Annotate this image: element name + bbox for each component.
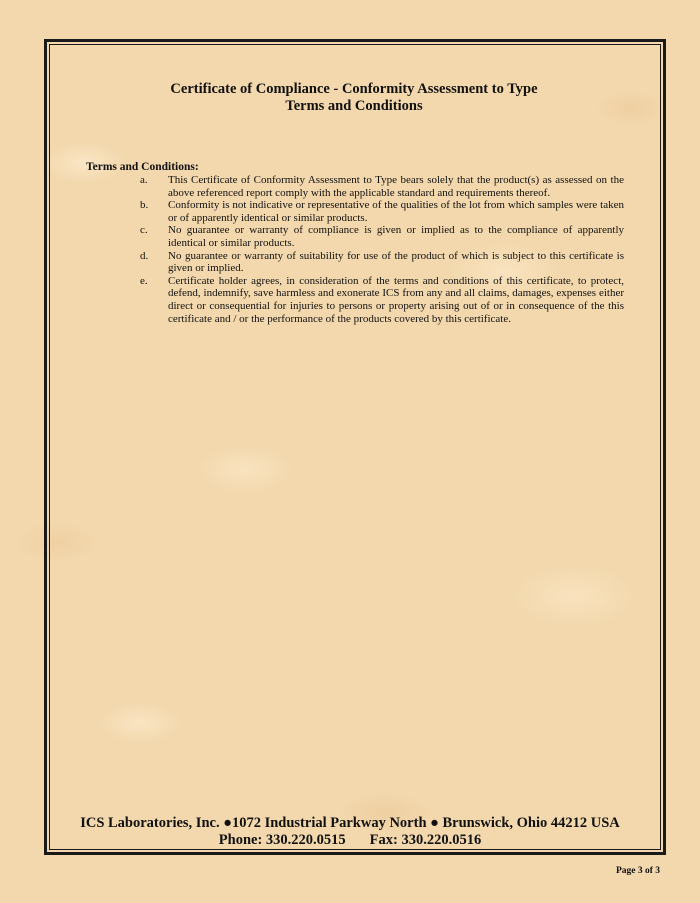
term-letter: a. bbox=[140, 174, 148, 186]
term-letter: c. bbox=[140, 224, 148, 237]
term-item-c bbox=[140, 224, 624, 249]
term-letter: e. bbox=[140, 274, 148, 287]
term-text: Conformity is not indicative or representative of the qualities of the lot from which samples were taken or of apparently identical or similar products. bbox=[168, 199, 624, 224]
term-item-b bbox=[140, 199, 624, 224]
company-phone: Phone: 330.220.0515 bbox=[218, 832, 346, 848]
term-text: No guarantee or warranty of compliance is given or implied as to the compliance of apparently identical or similar products. bbox=[168, 224, 624, 249]
title-line-2: Terms and Conditions bbox=[285, 98, 423, 114]
company-footer bbox=[0, 815, 700, 849]
term-text: Certificate holder agrees, in consideration of the terms and conditions of this certificate, to protect, defend, indemnify, save harmless and exonerate ICS from any and all claims, damages, expenses either direct or consequential for injuries to persons or property arising out of or in consequence of the this certificate and / or the performance of the products covered by this certificate. bbox=[168, 274, 624, 325]
terms-heading: Terms and Conditions: bbox=[86, 161, 199, 173]
page-number: Page 3 of 3 bbox=[615, 866, 660, 876]
term-item-e bbox=[140, 275, 624, 325]
company-contacts bbox=[0, 832, 700, 849]
term-text: No guarantee or warranty of suitability for use of the product of which is subject to this certificate is given or implied. bbox=[168, 249, 624, 275]
term-letter: b. bbox=[140, 199, 149, 212]
title-line-1: Certificate of Compliance - Conformity Assessment to Type bbox=[170, 81, 538, 97]
document-title bbox=[0, 81, 700, 115]
company-address: ICS Laboratories, Inc. ●1072 Industrial Parkway North ● Brunswick, Ohio 44212 USA bbox=[80, 815, 620, 831]
company-fax: Fax: 330.220.0516 bbox=[369, 832, 482, 848]
terms-list bbox=[140, 174, 624, 325]
term-text: This Certificate of Conformity Assessment to Type bears solely that the product(s) as assessed on the above referenced report comply with the applicable standard and requirements thereof. bbox=[168, 174, 624, 199]
term-letter: d. bbox=[140, 249, 149, 262]
term-item-a bbox=[140, 174, 624, 199]
term-item-d bbox=[140, 250, 624, 275]
